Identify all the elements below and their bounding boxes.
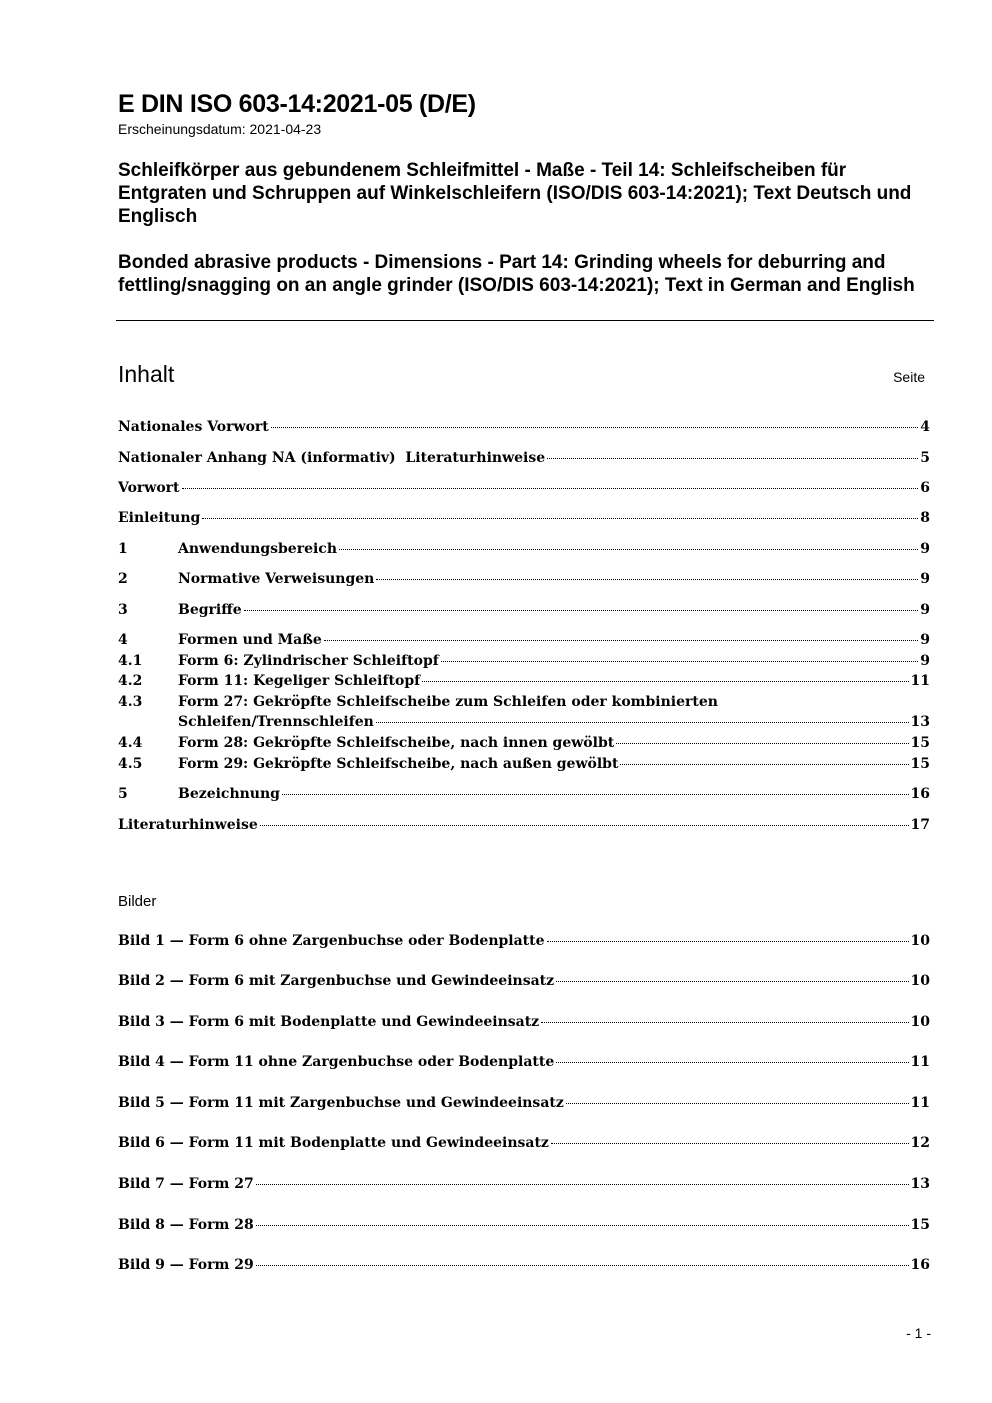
toc-leader (202, 518, 918, 519)
toc-entry[interactable] (118, 570, 930, 588)
toc-entry-number: 1 (118, 541, 128, 557)
toc-leader (566, 1103, 909, 1104)
toc-entry[interactable] (118, 785, 930, 803)
figure-entry[interactable] (118, 1216, 930, 1234)
toc-leader (547, 458, 918, 459)
title-divider (116, 320, 934, 321)
toc-entry-title: Form 11: Kegeliger Schleiftopf (178, 673, 421, 689)
toc-leader (376, 722, 909, 723)
figure-entry[interactable] (118, 932, 930, 950)
toc-leader (271, 427, 919, 428)
figure-entry-title: Bild 6 — Form 11 mit Bodenplatte und Gewindeeinsatz (118, 1135, 549, 1151)
toc-entry[interactable] (118, 479, 930, 497)
toc-entry-number: 5 (118, 786, 128, 802)
toc-entry-number: 4.5 (118, 756, 143, 772)
toc-leader (244, 610, 919, 611)
toc-entry-title: Form 27: Gekröpfte Schleifscheibe zum Schleifen oder kombinierten (178, 694, 718, 710)
page-column-label: Seite (893, 369, 925, 385)
toc-leader (422, 681, 908, 682)
toc-entry[interactable] (118, 672, 930, 690)
toc-leader (339, 549, 918, 550)
toc-entry-page: 5 (920, 450, 930, 466)
figure-entry[interactable] (118, 1134, 930, 1152)
figure-entry-page: 16 (910, 1257, 930, 1273)
toc-leader (551, 1143, 909, 1144)
toc-entry-number: 4.3 (118, 694, 143, 710)
figure-entry-page: 12 (910, 1135, 930, 1151)
contents-heading: Inhalt (118, 361, 175, 387)
title-english: Bonded abrasive products - Dimensions - Part 14: Grinding wheels for deburring and fettling/snagging on an angle grinder (ISO/DIS 603-14:2021); Text in German and English (118, 252, 915, 296)
toc-entry-page: 9 (920, 602, 930, 618)
figure-entry-page: 11 (910, 1095, 930, 1111)
title-german: Schleifkörper aus gebundenem Schleifmittel - Maße - Teil 14: Schleifscheiben für Entgraten und Schruppen auf Winkelschleifern (ISO/DIS 603-14:2021); Text Deutsch und Englisch (118, 160, 912, 227)
toc-entry-number: 4 (118, 632, 128, 648)
figure-entry[interactable] (118, 1175, 930, 1193)
toc-leader (616, 743, 908, 744)
toc-entry-page: 4 (920, 419, 930, 435)
page-number: - 1 - (906, 1325, 931, 1341)
toc-entry-number: 2 (118, 571, 128, 587)
toc-leader (260, 825, 909, 826)
figure-entry-page: 10 (910, 933, 930, 949)
toc-entry[interactable] (118, 418, 930, 436)
toc-leader (541, 1022, 908, 1023)
figure-entry-title: Bild 9 — Form 29 (118, 1257, 254, 1273)
toc-entry-page: 9 (920, 571, 930, 587)
toc-entry-page: 15 (910, 756, 930, 772)
toc-leader (256, 1265, 909, 1266)
toc-entry[interactable] (118, 449, 930, 467)
figure-entry-title: Bild 4 — Form 11 ohne Zargenbuchse oder Bodenplatte (118, 1054, 555, 1070)
toc-entry[interactable] (118, 816, 930, 834)
toc-entry-title: Form 29: Gekröpfte Schleifscheibe, nach außen gewölbt (178, 756, 619, 772)
toc-entry-title: Form 28: Gekröpfte Schleifscheibe, nach innen gewölbt (178, 735, 615, 751)
figure-entry-page: 10 (910, 1014, 930, 1030)
toc-entry-page: 9 (920, 653, 930, 669)
figure-entry-title: Bild 1 — Form 6 ohne Zargenbuchse oder Bodenplatte (118, 933, 545, 949)
figure-entry[interactable] (118, 972, 930, 990)
document-id: E DIN ISO 603-14:2021-05 (D/E) (118, 90, 476, 118)
toc-entry-page: 6 (920, 480, 930, 496)
toc-entry-title: Nationaler Anhang NA (informativ) Literaturhinweise (118, 450, 546, 466)
toc-entry-title: Literaturhinweise (118, 817, 258, 833)
toc-leader (620, 764, 908, 765)
figure-entry-page: 10 (910, 973, 930, 989)
toc-leader (282, 794, 909, 795)
figure-entry[interactable] (118, 1256, 930, 1274)
publication-date: Erscheinungsdatum: 2021-04-23 (118, 121, 322, 137)
toc-entry[interactable] (118, 693, 930, 711)
toc-entry[interactable] (118, 652, 930, 670)
toc-entry-title-continued: Schleifen/Trennschleifen (178, 714, 374, 730)
figure-entry-title: Bild 8 — Form 28 (118, 1217, 254, 1233)
figure-entry-title: Bild 3 — Form 6 mit Bodenplatte und Gewindeeinsatz (118, 1014, 540, 1030)
toc-entry-title: Nationales Vorwort (118, 419, 269, 435)
figure-entry[interactable] (118, 1013, 930, 1031)
toc-entry-page: 13 (910, 714, 930, 730)
toc-leader (256, 1184, 909, 1185)
figure-entry[interactable] (118, 1053, 930, 1071)
figure-entry-title: Bild 7 — Form 27 (118, 1176, 254, 1192)
toc-entry-page: 9 (920, 541, 930, 557)
toc-entry-number: 4.2 (118, 673, 143, 689)
toc-entry-number: 3 (118, 602, 128, 618)
toc-entry-page: 16 (910, 786, 930, 802)
toc-leader (324, 640, 918, 641)
toc-leader (182, 488, 919, 489)
toc-entry-title: Normative Verweisungen (178, 571, 375, 587)
toc-entry-number: 4.4 (118, 735, 143, 751)
figure-entry-title: Bild 5 — Form 11 mit Zargenbuchse und Gewindeeinsatz (118, 1095, 564, 1111)
toc-leader (547, 941, 909, 942)
toc-entry-title: Form 6: Zylindrischer Schleiftopf (178, 653, 439, 669)
toc-entry-page: 15 (910, 735, 930, 751)
toc-entry-page: 8 (920, 510, 930, 526)
figures-heading: Bilder (118, 893, 157, 910)
toc-leader (556, 1062, 908, 1063)
toc-entry[interactable] (118, 601, 930, 619)
figure-entry-page: 15 (910, 1217, 930, 1233)
toc-entry[interactable] (118, 631, 930, 649)
toc-entry[interactable] (118, 509, 930, 527)
toc-entry-title: Begriffe (178, 602, 242, 618)
toc-leader (556, 981, 908, 982)
toc-entry-continuation[interactable] (118, 713, 930, 731)
toc-leader (376, 579, 918, 580)
toc-entry[interactable] (118, 540, 930, 558)
toc-entry-title: Formen und Maße (178, 632, 322, 648)
figure-entry-page: 13 (910, 1176, 930, 1192)
toc-entry-page: 17 (910, 817, 930, 833)
toc-entry-title: Vorwort (118, 480, 180, 496)
toc-entry-title: Einleitung (118, 510, 201, 526)
toc-entry-title: Anwendungsbereich (178, 541, 337, 557)
toc-leader (256, 1225, 909, 1226)
toc-entry-title: Bezeichnung (178, 786, 280, 802)
toc-entry-number: 4.1 (118, 653, 143, 669)
toc-leader (441, 661, 919, 662)
toc-entry-page: 11 (910, 673, 930, 689)
toc-entry-page: 9 (920, 632, 930, 648)
toc-entry[interactable] (118, 755, 930, 773)
figure-entry-title: Bild 2 — Form 6 mit Zargenbuchse und Gewindeeinsatz (118, 973, 555, 989)
toc-entry[interactable] (118, 734, 930, 752)
figure-entry[interactable] (118, 1094, 930, 1112)
figure-entry-page: 11 (910, 1054, 930, 1070)
